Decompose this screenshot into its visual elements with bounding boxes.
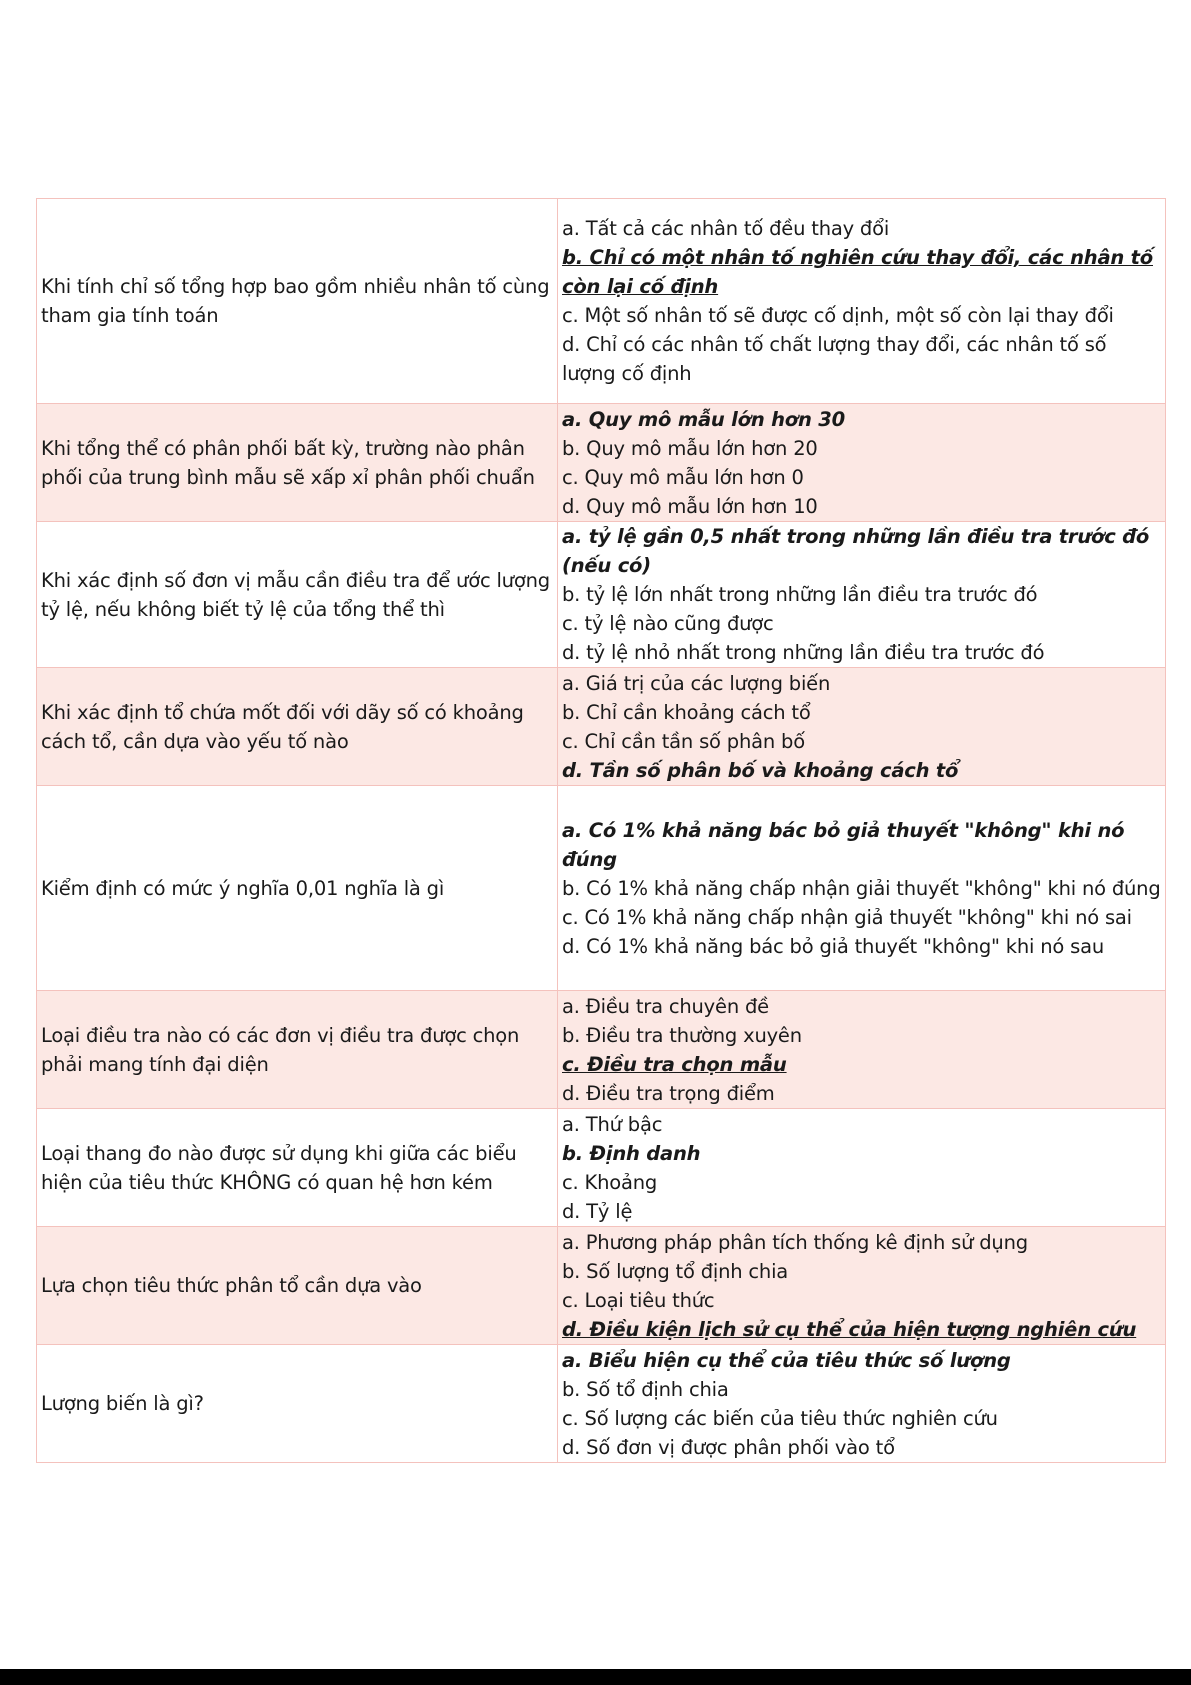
answer-option: d. Tỷ lệ: [562, 1199, 633, 1223]
answer-cell: [558, 1109, 1166, 1227]
question-cell: Khi xác định số đơn vị mẫu cần điều tra để ước lượng tỷ lệ, nếu không biết tỷ lệ của tổng thể thì: [37, 522, 558, 668]
question-cell: Loại thang đo nào được sử dụng khi giữa các biểu hiện của tiêu thức KHÔNG có quan hệ hơn kém: [37, 1109, 558, 1227]
answer-option: a. Giá trị của các lượng biến: [562, 671, 831, 695]
answer-option-correct: c. Điều tra chọn mẫu: [562, 1052, 787, 1076]
answer-option: c. Có 1% khả năng chấp nhận giả thuyết "không" khi nó sai: [562, 905, 1132, 929]
question-cell: Lựa chọn tiêu thức phân tổ cần dựa vào: [37, 1227, 558, 1345]
table-row: [37, 522, 1166, 668]
table-row: [37, 786, 1166, 991]
question-cell: Lượng biến là gì?: [37, 1345, 558, 1463]
answer-option: d. Chỉ có các nhân tố chất lượng thay đổi, các nhân tố số lượng cố định: [562, 333, 1107, 385]
bottom-edge-bar: [0, 1669, 1191, 1685]
answer-option: c. Một số nhân tố sẽ được cố dịnh, một số còn lại thay đổi: [562, 304, 1114, 327]
answer-option-correct: a. Quy mô mẫu lớn hơn 30: [562, 407, 846, 431]
answer-option-correct: a. tỷ lệ gần 0,5 nhất trong những lần điều tra trước đó (nếu có): [562, 525, 1150, 577]
table-row: [37, 1345, 1166, 1463]
answer-cell: [558, 991, 1166, 1109]
answer-option-correct: d. Tần số phân bố và khoảng cách tổ: [562, 758, 959, 782]
question-cell: Khi tính chỉ số tổng hợp bao gồm nhiều nhân tố cùng tham gia tính toán: [37, 199, 558, 404]
answer-option: d. Số đơn vị được phân phối vào tổ: [562, 1435, 895, 1459]
answer-cell: [558, 668, 1166, 786]
table-row: [37, 1109, 1166, 1227]
table-row: [37, 1227, 1166, 1345]
answer-option-correct: b. Chỉ có một nhân tố nghiên cứu thay đổi, các nhân tố còn lại cố định: [562, 246, 1153, 298]
answer-option-correct: d. Điều kiện lịch sử cụ thể của hiện tượng nghiên cứu: [562, 1317, 1137, 1341]
answer-cell: [558, 786, 1166, 991]
answer-option: c. Loại tiêu thức: [562, 1288, 715, 1312]
answer-option: b. tỷ lệ lớn nhất trong những lần điều tra trước đó: [562, 583, 1038, 606]
answer-option: b. Có 1% khả năng chấp nhận giải thuyết "không" khi nó đúng: [562, 876, 1161, 900]
answer-cell: [558, 522, 1166, 668]
answer-option: b. Số tổ định chia: [562, 1377, 729, 1401]
answer-option: d. Có 1% khả năng bác bỏ giả thuyết "không" khi nó sau: [562, 934, 1105, 958]
table-row: [37, 404, 1166, 522]
answer-option: d. tỷ lệ nhỏ nhất trong những lần điều tra trước đó: [562, 641, 1045, 664]
answer-option-correct: a. Biểu hiện cụ thể của tiêu thức số lượng: [562, 1348, 1011, 1372]
answer-cell: [558, 1345, 1166, 1463]
table-row: [37, 668, 1166, 786]
answer-option: b. Điều tra thường xuyên: [562, 1023, 802, 1047]
table-row: [37, 199, 1166, 404]
answer-option: b. Chỉ cần khoảng cách tổ: [562, 700, 811, 724]
answer-option: a. Phương pháp phân tích thống kê định sử dụng: [562, 1230, 1028, 1254]
question-cell: Kiểm định có mức ý nghĩa 0,01 nghĩa là gì: [37, 786, 558, 991]
answer-option: a. Tất cả các nhân tố đều thay đổi: [562, 217, 890, 240]
answer-option: d. Điều tra trọng điểm: [562, 1081, 775, 1105]
answer-option: a. Thứ bậc: [562, 1112, 663, 1136]
table-row: [37, 991, 1166, 1109]
answer-option: b. Quy mô mẫu lớn hơn 20: [562, 436, 818, 460]
question-cell: Loại điều tra nào có các đơn vị điều tra được chọn phải mang tính đại diện: [37, 991, 558, 1109]
answer-cell: [558, 199, 1166, 404]
answer-cell: [558, 404, 1166, 522]
answer-cell: [558, 1227, 1166, 1345]
answer-option: c. Khoảng: [562, 1170, 658, 1194]
answer-option: c. Chỉ cần tần số phân bố: [562, 729, 805, 753]
answer-option-correct: b. Định danh: [562, 1141, 701, 1165]
answer-option: c. tỷ lệ nào cũng được: [562, 612, 774, 635]
answer-option-correct: a. Có 1% khả năng bác bỏ giả thuyết "không" khi nó đúng: [562, 818, 1125, 871]
answer-option: a. Điều tra chuyên đề: [562, 994, 769, 1018]
answer-option: d. Quy mô mẫu lớn hơn 10: [562, 494, 818, 518]
answer-option: b. Số lượng tổ định chia: [562, 1259, 789, 1283]
answer-option: c. Quy mô mẫu lớn hơn 0: [562, 465, 804, 489]
question-cell: Khi xác định tổ chứa mốt đối với dãy số có khoảng cách tổ, cần dựa vào yếu tố nào: [37, 668, 558, 786]
question-cell: Khi tổng thể có phân phối bất kỳ, trường nào phân phối của trung bình mẫu sẽ xấp xỉ phân phối chuẩn: [37, 404, 558, 522]
question-answer-table: [36, 198, 1166, 1463]
answer-option: c. Số lượng các biến của tiêu thức nghiên cứu: [562, 1406, 998, 1430]
